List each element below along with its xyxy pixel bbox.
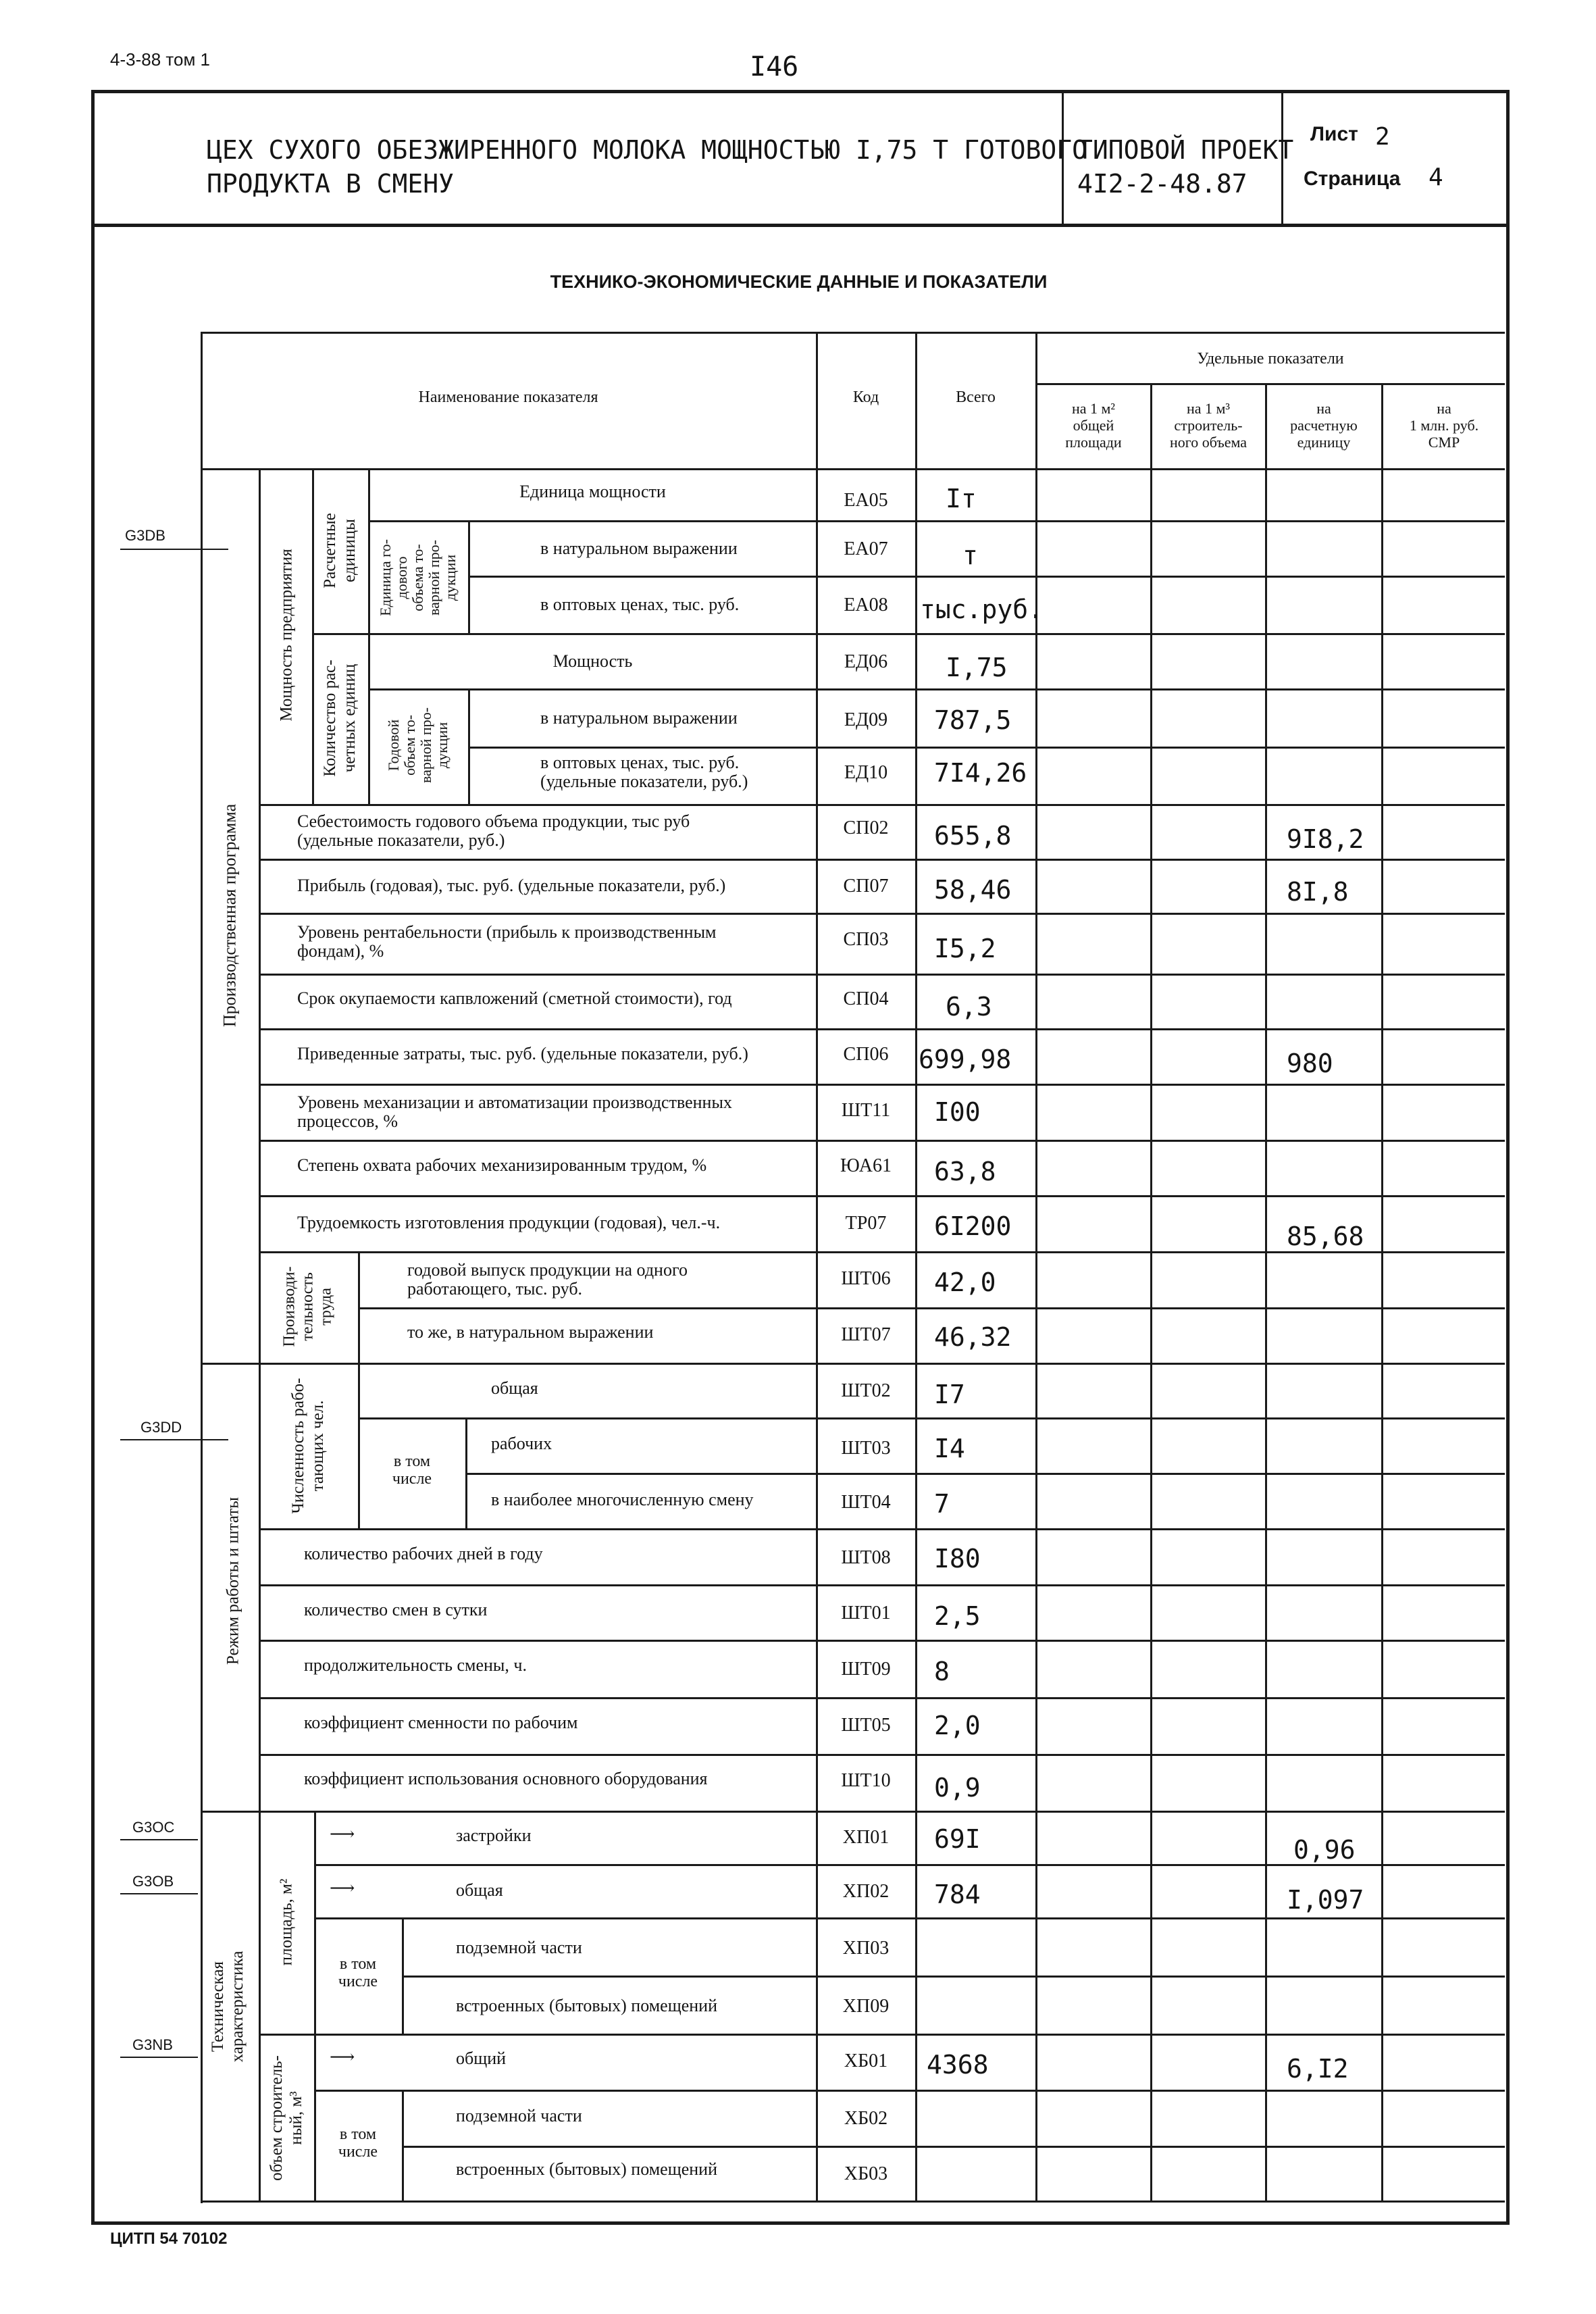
group-production-program: Производственная программа (220, 803, 240, 1028)
group-volume: объем строитель- ный, м³ (267, 2055, 305, 2181)
row-unit-value: 980 (1287, 1049, 1333, 1078)
header-per-mln: на 1 млн. руб. СМР (1409, 400, 1479, 451)
row-label: Уровень механизации и автоматизации производственных процессов, % (297, 1092, 732, 1131)
row-label: общая (491, 1378, 538, 1398)
top-left-reference: 4-3-88 том 1 (110, 49, 211, 70)
row-code: ШТ06 (841, 1268, 891, 1289)
row-total: 2,5 (934, 1601, 981, 1631)
row-total: 7 (934, 1489, 950, 1519)
row-code: ШТ03 (841, 1438, 891, 1459)
side-mark-g3dd: G3DD (140, 1419, 182, 1436)
row-label: коэффициент сменности по рабочим (304, 1713, 578, 1732)
row-label: встроенных (бытовых) помещений (456, 1996, 717, 2015)
group-workers-count: Численность рабо- тающих чел. (289, 1378, 327, 1514)
header-name: Наименование показателя (418, 388, 598, 406)
project-number: 4I2-2-48.87 (1077, 169, 1247, 199)
row-code: ЕД09 (844, 709, 888, 730)
row-total: 6,3 (946, 992, 992, 1022)
row-total: 69I (934, 1824, 981, 1854)
row-total: тыс.руб. (920, 595, 1044, 624)
group-area: площадь, м² (277, 1878, 296, 1966)
row-code: СП06 (843, 1044, 889, 1065)
label-including-volume: в том числе (338, 2126, 378, 2161)
row-label: коэффициент использования основного оборудования (304, 1769, 708, 1788)
row-total: I4 (934, 1434, 965, 1463)
row-total: I00 (934, 1097, 981, 1127)
side-mark-g3oc: G3OC (132, 1819, 175, 1836)
row-label: Степень охвата рабочих механизированным трудом, % (297, 1155, 707, 1175)
side-mark-g3ob: G3OB (132, 1873, 174, 1890)
row-total: 784 (934, 1880, 981, 1909)
row-code: ХП09 (842, 1996, 890, 2017)
page-number: I46 (750, 51, 799, 82)
table-title: ТЕХНИКО-ЭКОНОМИЧЕСКИЕ ДАННЫЕ И ПОКАЗАТЕЛИ (550, 272, 1048, 292)
side-mark-g3db: G3DB (125, 527, 165, 544)
row-label: в наиболее многочисленную смену (491, 1490, 754, 1509)
arrow-marker: ⟶ (330, 1824, 355, 1844)
row-label: в оптовых ценах, тыс. руб. (удельные показатели, руб.) (540, 753, 748, 791)
row-code: ТР07 (845, 1213, 887, 1234)
row-label: Прибыль (годовая), тыс. руб. (удельные показатели, руб.) (297, 876, 726, 895)
row-code: ЕД10 (844, 762, 888, 783)
row-label: Единица мощности (519, 482, 666, 501)
row-code: СП02 (843, 818, 889, 838)
row-code: ХБ01 (844, 2051, 888, 2071)
row-label: количество смен в сутки (304, 1600, 488, 1619)
document-title-line1: ЦЕХ СУХОГО ОБЕЗЖИРЕННОГО МОЛОКА МОЩНОСТЬЮ I,75 Т ГОТОВОГО (207, 135, 1088, 165)
row-label: Уровень рентабельности (прибыль к производственным фондам), % (297, 922, 717, 961)
row-code: ШТ07 (841, 1324, 891, 1345)
row-total: I7 (934, 1380, 965, 1409)
row-code: СП03 (843, 929, 889, 950)
row-label: годовой выпуск продукции на одного работающего, тыс. руб. (407, 1260, 688, 1299)
row-total: 42,0 (934, 1267, 996, 1297)
header-per-unit: на расчетную единицу (1290, 400, 1358, 451)
row-label: общая (456, 1880, 503, 1900)
row-label: застройки (456, 1826, 532, 1845)
row-total: 787,5 (934, 705, 1012, 735)
row-code: ЮА61 (840, 1155, 892, 1176)
arrow-marker: ⟶ (330, 2047, 355, 2067)
row-label: Трудоемкость изготовления продукции (годовая), чел.-ч. (297, 1213, 721, 1232)
row-code: ШТ02 (841, 1380, 891, 1401)
group-labor-productivity: Производи- тельность труда (280, 1266, 335, 1347)
row-label: в натуральном выражении (540, 708, 738, 728)
row-code: ХП03 (842, 1938, 890, 1959)
sheet-label: Лист (1310, 123, 1358, 145)
row-total: 58,46 (934, 875, 1012, 905)
sheet-value: 2 (1375, 123, 1390, 151)
row-code: ШТ04 (841, 1492, 891, 1513)
row-total: 46,32 (934, 1322, 1012, 1352)
arrow-marker: ⟶ (330, 1878, 355, 1898)
row-label: рабочих (491, 1434, 552, 1453)
row-total: 2,0 (934, 1711, 981, 1740)
row-label: подземной части (456, 2106, 582, 2126)
side-mark-g3nb: G3NB (132, 2036, 173, 2053)
row-code: ХБ03 (844, 2163, 888, 2184)
row-label: в натуральном выражении (540, 538, 738, 558)
row-total: I5,2 (934, 934, 996, 963)
row-code: ХП01 (842, 1827, 890, 1848)
row-label: количество рабочих дней в году (304, 1544, 543, 1563)
row-total: I,75 (946, 653, 1008, 682)
row-total: I80 (934, 1544, 981, 1574)
row-unit-value: I,097 (1287, 1885, 1364, 1915)
row-total: 655,8 (934, 821, 1012, 851)
group-calc-units-qty: Количество рас- четных единиц (321, 659, 359, 777)
label-including-workers: в том числе (392, 1453, 432, 1488)
row-code: ЕД06 (844, 651, 888, 672)
row-unit-value: 9I8,2 (1287, 824, 1364, 854)
group-work-mode: Режим работы и штаты (224, 1496, 242, 1665)
row-total: Iт (946, 484, 977, 513)
row-total: 0,9 (934, 1773, 981, 1803)
page-label: Страница (1304, 168, 1401, 190)
row-code: ШТ05 (841, 1715, 891, 1736)
row-code: ЕА07 (844, 538, 888, 559)
project-label: ТИПОВОЙ ПРОЕКТ (1077, 135, 1294, 165)
row-label: то же, в натуральном выражении (407, 1322, 654, 1342)
header-per-m3: на 1 м³ строитель- ного объема (1169, 400, 1247, 451)
row-unit-value: 0,96 (1293, 1835, 1356, 1865)
row-total: 63,8 (934, 1157, 996, 1186)
row-label: Мощность (552, 651, 633, 671)
row-code: ШТ09 (841, 1659, 891, 1680)
row-code: СП04 (843, 988, 889, 1009)
row-label: продолжительность смены, ч. (304, 1655, 527, 1675)
group-enterprise-capacity: Мощность предприятия (277, 549, 296, 722)
row-code: ЕА08 (844, 595, 888, 615)
row-unit-value: 8I,8 (1287, 877, 1349, 907)
row-total: 4368 (927, 2050, 989, 2080)
group-tech-characteristics: Техническая характеристика (209, 1951, 247, 2063)
group-calc-units: Расчетные единицы (321, 513, 359, 588)
row-unit-value: 85,68 (1287, 1222, 1364, 1251)
row-label: Приведенные затраты, тыс. руб. (удельные показатели, руб.) (297, 1044, 748, 1063)
row-code: ШТ01 (841, 1603, 891, 1624)
header-per-m2: на 1 м² общей площади (1065, 400, 1122, 451)
header-specific: Удельные показатели (1197, 350, 1344, 368)
label-including-area: в том числе (338, 1955, 378, 1990)
row-code: ШТ08 (841, 1547, 891, 1568)
header-total: Всего (956, 388, 996, 406)
row-label: Срок окупаемости капвложений (сметной стоимости), год (297, 988, 732, 1008)
row-label: Себестоимость годового объема продукции, тыс руб (удельные показатели, руб.) (297, 811, 690, 850)
group-annual-volume-unit: Единица го- дового объема то- варной про- дукции (377, 539, 459, 616)
row-total: 8 (934, 1657, 950, 1686)
row-label: подземной части (456, 1938, 582, 1957)
row-total: т (962, 540, 978, 570)
document-title-line2: ПРОДУКТА В СМЕНУ (207, 169, 455, 199)
group-annual-volume: Годовой объем то- варной про- дукции (385, 707, 451, 784)
row-code: СП07 (843, 876, 889, 897)
footer-stamp: ЦИТП 54 70102 (110, 2230, 228, 2248)
row-code: ШТ11 (841, 1100, 891, 1121)
row-label: общий (456, 2048, 507, 2068)
row-total: 699,98 (919, 1045, 1012, 1074)
row-total: 6I200 (934, 1211, 1012, 1241)
header-code: Код (852, 388, 879, 406)
row-label: встроенных (бытовых) помещений (456, 2159, 717, 2179)
row-code: ХП02 (842, 1881, 890, 1902)
row-total: 7I4,26 (934, 758, 1027, 788)
page-value: 4 (1428, 164, 1443, 191)
row-unit-value: 6,I2 (1287, 2054, 1349, 2084)
row-code: ШТ10 (841, 1770, 891, 1791)
row-label: в оптовых ценах, тыс. руб. (540, 595, 740, 614)
row-code: ЕА05 (844, 490, 888, 511)
row-code: ХБ02 (844, 2108, 888, 2129)
